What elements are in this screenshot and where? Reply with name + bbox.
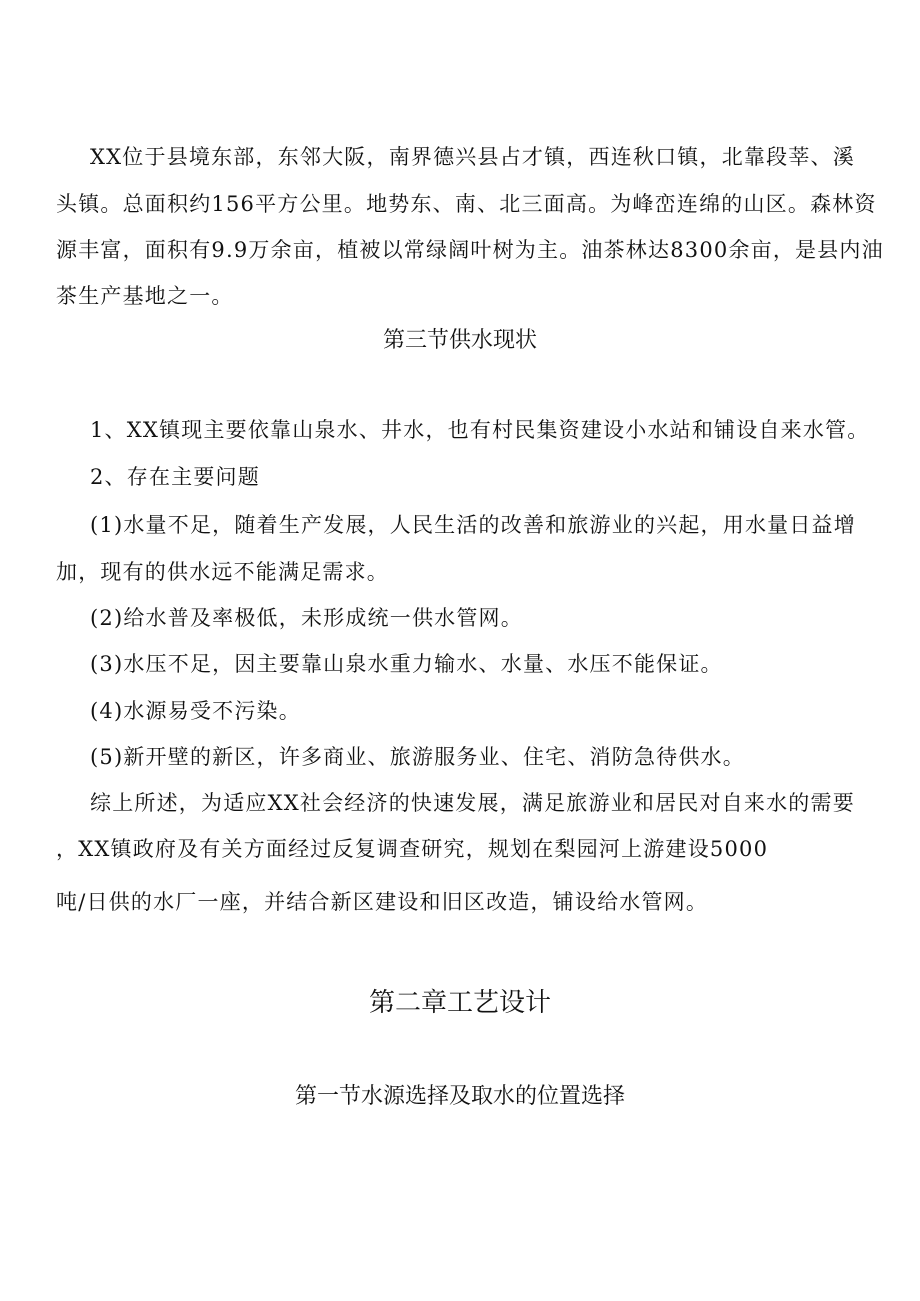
problem-5: (5)新开壁的新区，许多商业、旅游服务业、住宅、消防急待供水。 [90, 745, 745, 769]
section-3-title: 第三节供水现状 [382, 328, 537, 353]
summary-line-1: 综上所述，为适应XX社会经济的快速发展，满足旅游业和居民对自来水的需要 [90, 791, 855, 815]
problem-1-line-1: (1)水量不足，随着生产发展，人民生活的改善和旅游业的兴起，用水量日益增 [90, 513, 856, 537]
intro-line-1: XX位于县境东部，东邻大阪，南界德兴县占才镇，西连秋口镇，北靠段莘、溪 [90, 145, 855, 169]
summary-line-2: ，XX镇政府及有关方面经过反复调查研究，规划在梨园河上游建设5000 [56, 837, 769, 861]
supply-item-2: 2、存在主要问题 [90, 465, 260, 489]
problem-3: (3)水压不足，因主要靠山泉水重力输水、水量、水压不能保证。 [90, 652, 723, 676]
chapter-2-title: 第二章工艺设计 [368, 988, 551, 1018]
intro-line-3: 源丰富，面积有9.9万余亩，植被以常绿阔叶树为主。油茶林达8300余亩，是县内油 [56, 238, 884, 262]
intro-line-2: 头镇。总面积约156平方公里。地势东、南、北三面高。为峰峦连绵的山区。森林资 [56, 192, 877, 216]
supply-item-1: 1、XX镇现主要依靠山泉水、井水，也有村民集资建设小水站和铺设自来水管。 [90, 418, 870, 442]
problem-2: (2)给水普及率极低，未形成统一供水管网。 [90, 606, 523, 630]
intro-line-4: 茶生产基地之一。 [56, 284, 234, 308]
problem-4: (4)水源易受不污染。 [90, 699, 301, 723]
chapter-2-section-1-title: 第一节水源选择及取水的位置选择 [294, 1084, 625, 1109]
summary-line-3: 吨/日供的水厂一座，并结合新区建设和旧区改造，铺设给水管网。 [56, 890, 709, 914]
problem-1-line-2: 加，现有的供水远不能满足需求。 [56, 560, 389, 584]
